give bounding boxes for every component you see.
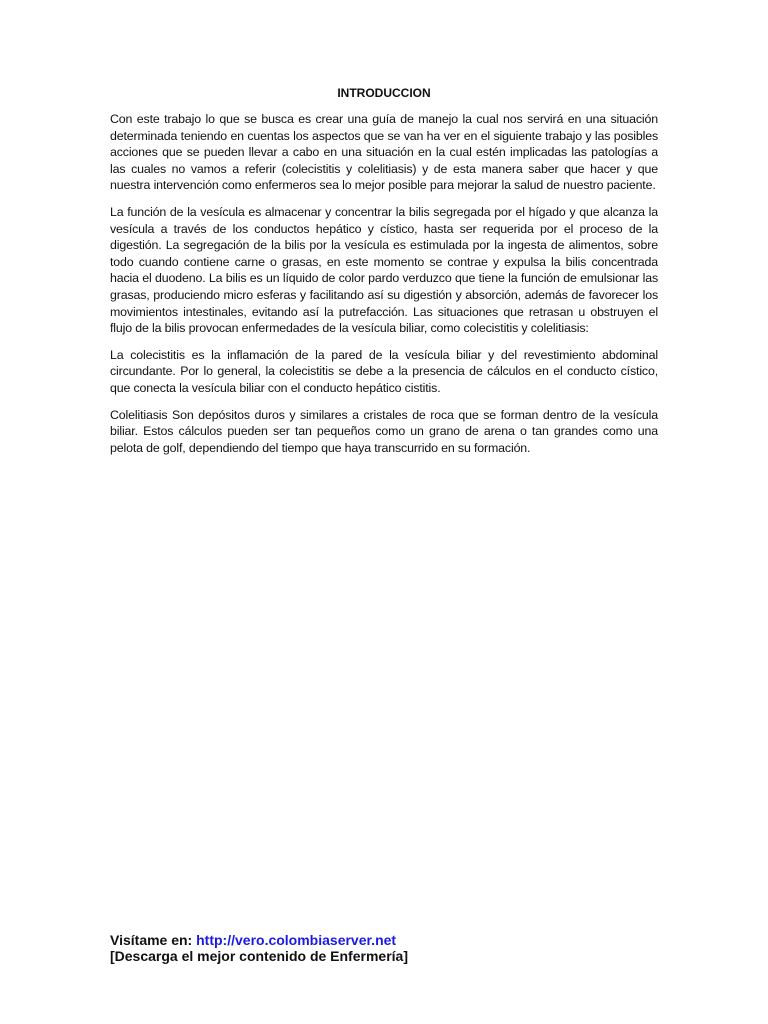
footer-website-link[interactable]: http://vero.colombiaserver.net xyxy=(196,932,397,948)
footer-visit-label: Visítame en: xyxy=(110,932,197,948)
document-page xyxy=(110,85,658,466)
paragraph-cholelithiasis: Colelitiasis Son depósitos duros y similares a cristales de roca que se forman dentro de la vesícula biliar. Estos cálculos pueden ser tan pequeños como un grano de arena o tan grandes como una pelota de golf, dependiendo del tiempo que haya transcurrido en su formación. xyxy=(110,407,658,455)
footer-visit-line xyxy=(110,932,408,948)
paragraph-gallbladder-function: La función de la vesícula es almacenar y concentrar la bilis segregada por el hígado y que alcanza la vesícula a través de los conductos hepático y cístico, hasta ser requerida por el proceso de la digestión. La segregación de la bilis por la vesícula es estimulada por la ingesta de alimentos, sobre todo cuando contiene carne o grasas, en este momento se contrae y expulsa la bilis concentrada hacia el duodeno. La bilis es un líquido de color pardo verduzco que tiene la función de emulsionar las grasas, produciendo micro esferas y facilitando así su digestión y absorción, además de favorecer los movimientos intestinales, evitando así la putrefacción. Las situaciones que retrasan u obstruyen el flujo de la bilis provocan enfermedades de la vesícula biliar, como colecistitis y colelitiasis: xyxy=(110,204,658,336)
document-title: INTRODUCCION xyxy=(337,86,431,100)
footer xyxy=(110,932,408,964)
paragraph-cholecystitis: La colecistitis es la inflamación de la pared de la vesícula biliar y del revestimiento abdominal circundante. Por lo general, la colecistitis se debe a la presencia de cálculos en el conducto cístico, que conecta la vesícula biliar con el conducto hepático cistitis. xyxy=(110,347,658,395)
footer-tagline: [Descarga el mejor contenido de Enfermería] xyxy=(110,948,408,964)
paragraph-introduction: Con este trabajo lo que se busca es crear una guía de manejo la cual nos servirá en una situación determinada teniendo en cuentas los aspectos que se van ha ver en el siguiente trabajo y las posibles acciones que se pueden llevar a cabo en una situación en la cual estén implicadas las patologías a las cuales no vamos a referir (colecistitis y colelitiasis) y de esta manera saber que hacer y que nuestra intervención como enfermeros sea lo mejor posible para mejorar la salud de nuestro paciente. xyxy=(110,112,658,193)
